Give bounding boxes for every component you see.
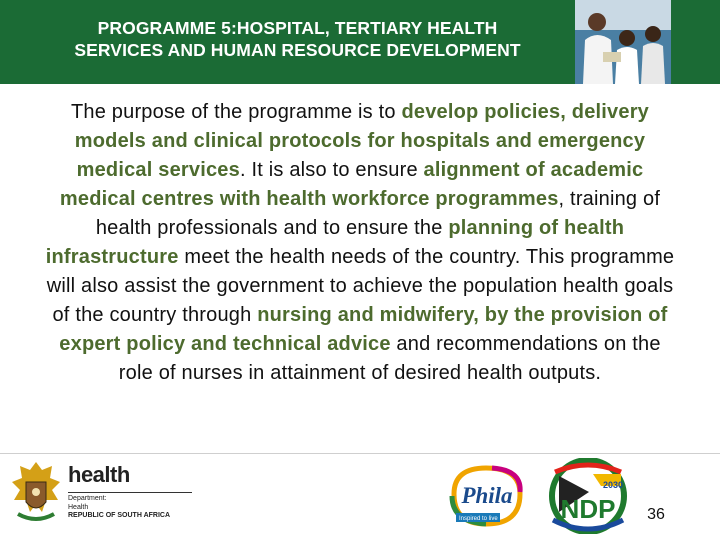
slide-title-line1: PROGRAMME 5:HOSPITAL, TERTIARY HEALTH: [97, 18, 498, 38]
phila-tagline: Inspired to live: [459, 516, 498, 522]
dept-line1: Department:: [68, 495, 107, 502]
phila-word: Phila: [461, 483, 513, 508]
slide-title: [20, 17, 575, 61]
health-logo-word: health: [68, 462, 130, 487]
ndp-word: NDP: [560, 494, 616, 524]
coat-of-arms-icon: [8, 458, 64, 528]
ndp-2030-logo: [541, 458, 635, 534]
dept-line3: REPUBLIC OF SOUTH AFRICA: [68, 512, 171, 519]
text-segment: . It is also to ensure: [239, 159, 424, 181]
phila-logo: [446, 462, 528, 530]
text-segment: and recommendations on the role of nurses in attainment of desired health outputs.: [118, 333, 661, 384]
text-segment: meet the health needs of the country. This programme will also assist the government to achieve the population health goals of the country through: [46, 246, 675, 326]
header-photo: [575, 0, 671, 84]
ndp-year: 2030: [603, 480, 624, 490]
text-segment: , training of health professionals and to ensure the: [95, 188, 661, 239]
highlight-infrastructure: planning of health infrastructure: [45, 217, 625, 268]
highlight-nursing: nursing and midwifery, by the provision of expert policy and technical advice: [59, 304, 668, 355]
logo-divider: [68, 492, 192, 493]
footer-divider: [0, 453, 720, 454]
programme-description: [40, 98, 680, 388]
text-segment: The purpose of the programme is to: [70, 101, 402, 123]
department-label: [68, 495, 170, 521]
page-number: 36: [647, 506, 665, 523]
highlight-policies: develop policies, delivery models and clinical protocols for hospitals and emergency medical services: [74, 101, 650, 181]
slide-title-line2: SERVICES AND HUMAN RESOURCE DEVELOPMENT: [74, 40, 521, 60]
dept-line2: Health: [68, 503, 89, 511]
highlight-alignment: alignment of academic medical centres with health workforce programmes: [59, 159, 644, 210]
